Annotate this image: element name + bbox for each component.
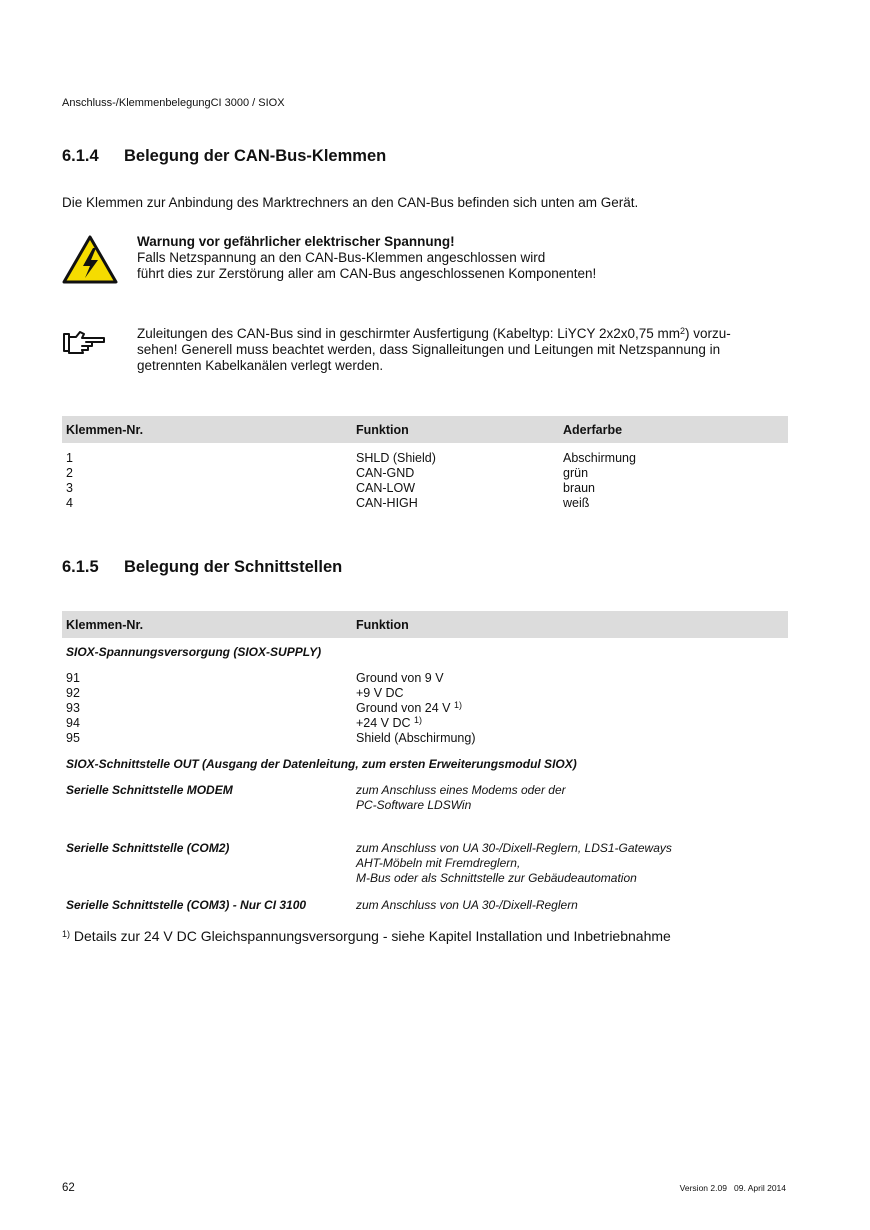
cell-nr: 95 xyxy=(66,731,80,745)
pointing-hand-icon xyxy=(62,329,108,355)
modem-line-1: zum Anschluss eines Modems oder der xyxy=(356,783,566,797)
cell-farbe: grün xyxy=(563,466,589,480)
note-line-1-text: Zuleitungen des CAN-Bus sind in geschirmter Ausfertigung (Kabeltyp: LiYCY 2x2x0,75 mm xyxy=(137,326,681,341)
note-line-1 xyxy=(137,326,797,342)
header-aderfarbe: Aderfarbe xyxy=(563,423,623,437)
com3-description: zum Anschluss von UA 30-/Dixell-Reglern xyxy=(356,898,578,912)
cell-funktion xyxy=(356,701,476,716)
footnote-ref: 1) xyxy=(414,715,423,725)
footnote-ref: 1) xyxy=(454,700,463,710)
modem-line-2: PC-Software LDSWin xyxy=(356,798,472,812)
table-row xyxy=(62,451,788,466)
cell-nr: 3 xyxy=(66,481,73,495)
cell-funktion-text: Ground von 24 V xyxy=(356,701,451,715)
cell-farbe: braun xyxy=(563,481,595,495)
table-row xyxy=(62,496,788,511)
section-title: Belegung der CAN-Bus-Klemmen xyxy=(124,147,387,165)
cell-funktion-text: Shield (Abschirmung) xyxy=(356,731,476,745)
table-header xyxy=(62,416,788,443)
footnote xyxy=(62,928,671,944)
cell-farbe: Abschirmung xyxy=(563,451,636,465)
warning-line-1: Falls Netzspannung an den CAN-Bus-Klemmen angeschlossen wird xyxy=(137,250,546,265)
cell-nr: 91 xyxy=(66,671,80,685)
cell-farbe: weiß xyxy=(563,496,590,510)
cell-nr: 94 xyxy=(66,716,80,730)
cell-funktion: CAN-GND xyxy=(356,466,415,480)
cell-nr: 4 xyxy=(66,496,73,510)
warning-line-2: führt dies zur Zerstörung aller am CAN-Bus angeschlossenen Komponenten! xyxy=(137,266,597,281)
footnote-marker: 1) xyxy=(62,929,71,939)
supply-numbers xyxy=(66,671,80,746)
table-row xyxy=(62,466,788,481)
cell-nr: 1 xyxy=(66,451,73,465)
warning-title: Warnung vor gefährlicher elektrischer Spannung! xyxy=(137,234,455,249)
cell-funktion: CAN-LOW xyxy=(356,481,416,495)
section-title: Belegung der Schnittstellen xyxy=(124,558,343,576)
can-terminal-table xyxy=(62,416,788,511)
table-row xyxy=(62,481,788,496)
note-line-2: sehen! Generell muss beachtet werden, dass Signalleitungen und Leitungen mit Netzspannung in xyxy=(137,342,721,357)
cell-nr: 93 xyxy=(66,701,80,715)
note-block xyxy=(137,326,797,374)
section-heading-6-1-5 xyxy=(62,558,342,577)
cell-funktion: SHLD (Shield) xyxy=(356,451,436,465)
cell-funktion xyxy=(356,731,476,746)
cell-funktion xyxy=(356,671,476,686)
supply-group-title: SIOX-Spannungsversorgung (SIOX-SUPPLY) xyxy=(66,645,322,659)
superscript-2: 2 xyxy=(680,326,686,336)
header-klemmen-nr: Klemmen-Nr. xyxy=(66,618,144,632)
note-line-1-end: ) vorzu- xyxy=(685,326,731,341)
version-info: Version 2.09 09. April 2014 xyxy=(679,1183,786,1193)
table-header xyxy=(62,611,788,638)
warning-block xyxy=(137,234,596,282)
footnote-text: Details zur 24 V DC Gleichspannungsversorgung - siehe Kapitel Installation und Inbetriebnahme xyxy=(73,928,671,944)
cell-funktion-text: Ground von 9 V xyxy=(356,671,444,685)
com2-line-2: AHT-Möbeln mit Fremdreglern, xyxy=(356,856,521,870)
com2-line-1: zum Anschluss von UA 30-/Dixell-Reglern, LDS1-Gateways xyxy=(356,841,672,855)
com2-label: Serielle Schnittstelle (COM2) xyxy=(66,841,230,855)
cell-funktion: CAN-HIGH xyxy=(356,496,418,510)
header-funktion: Funktion xyxy=(356,618,409,632)
page-number: 62 xyxy=(62,1182,75,1194)
supply-functions xyxy=(356,671,476,746)
cell-nr: 92 xyxy=(66,686,80,700)
high-voltage-warning-icon xyxy=(62,234,118,284)
note-line-3: getrennten Kabelkanälen verlegt werden. xyxy=(137,358,384,373)
header-funktion: Funktion xyxy=(356,423,409,437)
header-klemmen-nr: Klemmen-Nr. xyxy=(66,423,144,437)
siox-out-title: SIOX-Schnittstelle OUT (Ausgang der Datenleitung, zum ersten Erweiterungsmodul SIOX) xyxy=(66,757,577,771)
com3-label: Serielle Schnittstelle (COM3) - Nur CI 3100 xyxy=(66,898,307,912)
interface-table xyxy=(62,611,788,638)
modem-label: Serielle Schnittstelle MODEM xyxy=(66,783,233,797)
section-heading-6-1-4 xyxy=(62,147,386,166)
cell-funktion xyxy=(356,686,476,701)
page-header: Anschluss-/KlemmenbelegungCI 3000 / SIOX xyxy=(62,97,285,109)
com2-description xyxy=(356,841,672,886)
com2-line-3: M-Bus oder als Schnittstelle zur Gebäudeautomation xyxy=(356,871,637,885)
intro-paragraph: Die Klemmen zur Anbindung des Marktrechners an den CAN-Bus befinden sich unten am Gerät. xyxy=(62,195,639,210)
cell-nr: 2 xyxy=(66,466,73,480)
cell-funktion xyxy=(356,716,476,731)
modem-description xyxy=(356,783,566,813)
cell-funktion-text: +24 V DC xyxy=(356,716,411,730)
section-number: 6.1.4 xyxy=(62,147,99,165)
cell-funktion-text: +9 V DC xyxy=(356,686,404,700)
section-number: 6.1.5 xyxy=(62,558,99,576)
